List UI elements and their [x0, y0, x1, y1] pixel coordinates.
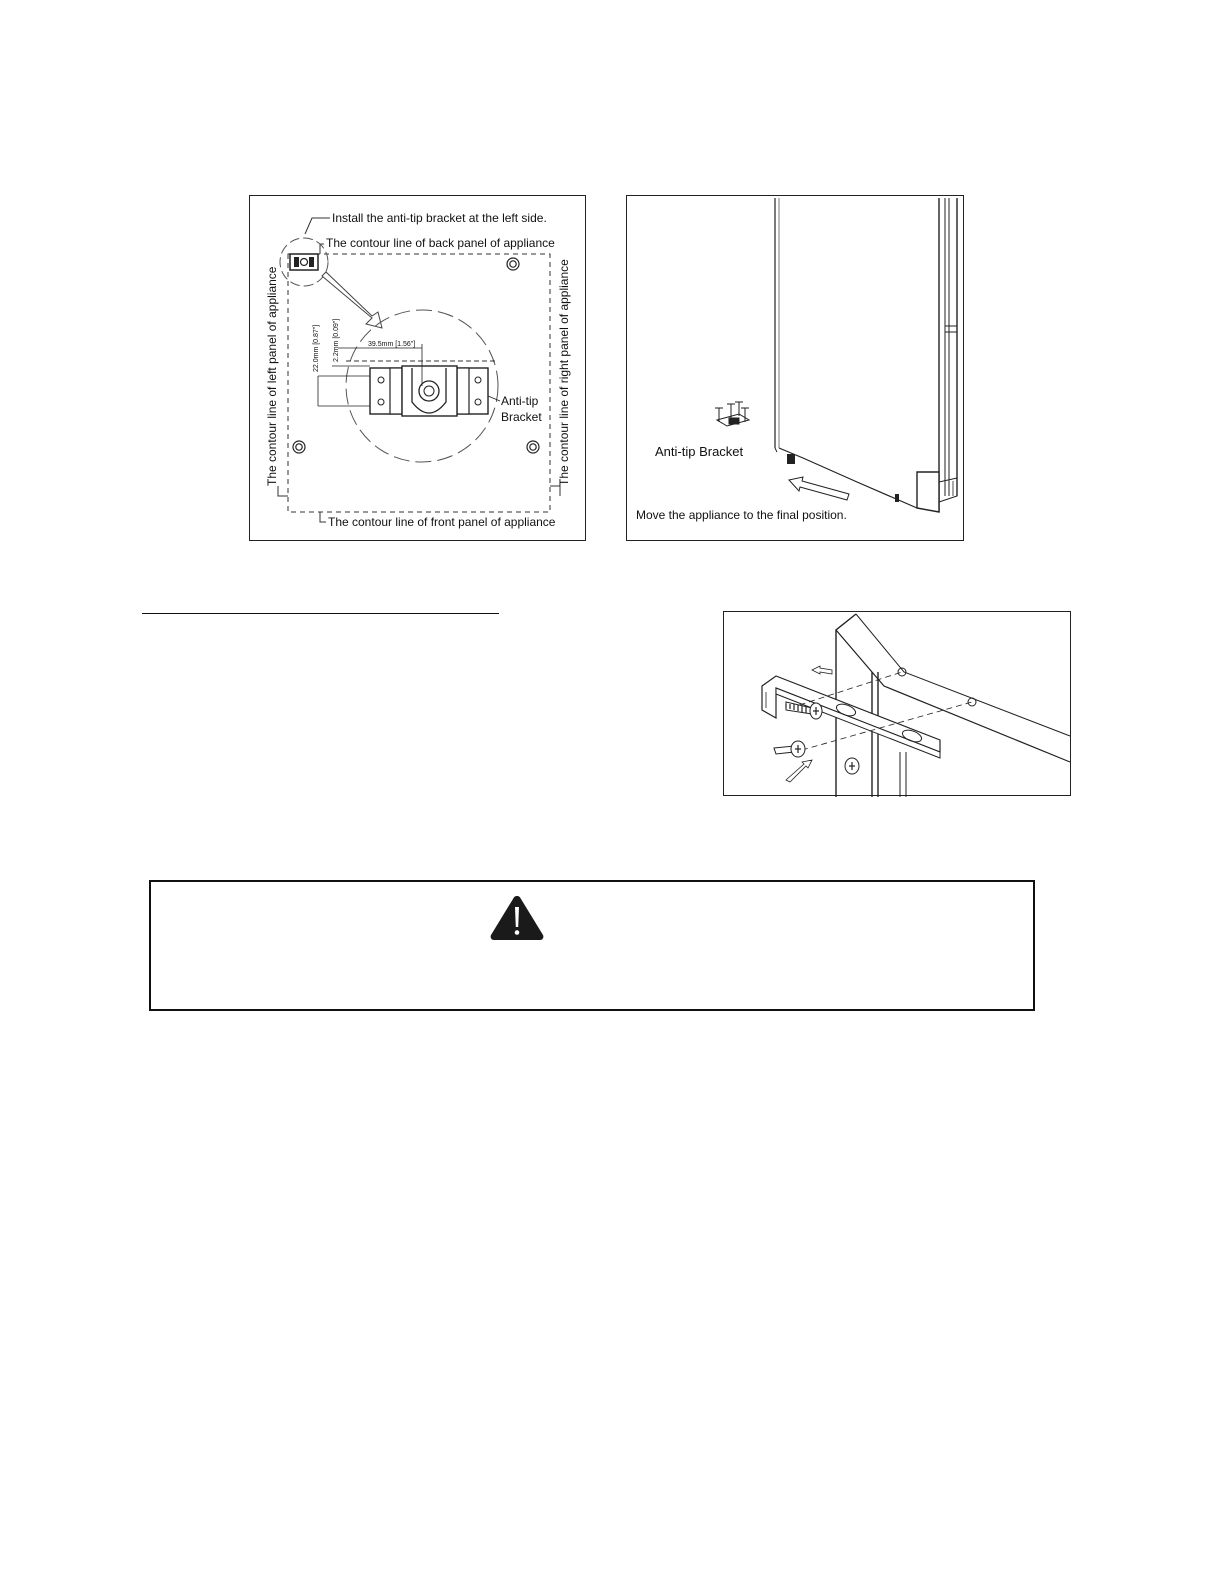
bracket-screw-diagram	[723, 611, 1071, 796]
front-contour-label: The contour line of front panel of appliance	[328, 515, 556, 529]
warning-triangle-icon	[489, 894, 545, 942]
move-note: Move the appliance to the final position.	[636, 508, 847, 522]
dim-offset-label: 2.2mm [0.09"]	[333, 318, 340, 362]
section-heading-underline	[142, 613, 499, 614]
anti-tip-bracket-label: Anti-tip Bracket	[655, 444, 744, 459]
appliance-move-diagram	[626, 195, 964, 541]
back-contour-label: The contour line of back panel of appliance	[326, 236, 555, 250]
bracket-placement-diagram	[249, 195, 586, 541]
appliance-drawing	[627, 196, 965, 542]
screw-drawing	[724, 612, 1072, 797]
bracket-label-line2: Bracket	[501, 410, 542, 424]
left-contour-label: The contour line of left panel of appliance	[265, 266, 279, 486]
bracket-label-line1: Anti-tip	[501, 394, 539, 408]
placement-drawing	[250, 196, 587, 542]
install-note: Install the anti-tip bracket at the left side.	[332, 211, 547, 225]
dim-depth-label: 22.0mm [0.87"]	[313, 324, 320, 372]
warning-box	[149, 880, 1035, 1011]
dim-width-label: 39.5mm [1.56"]	[368, 341, 416, 348]
right-contour-label: The contour line of right panel of appliance	[557, 259, 571, 486]
